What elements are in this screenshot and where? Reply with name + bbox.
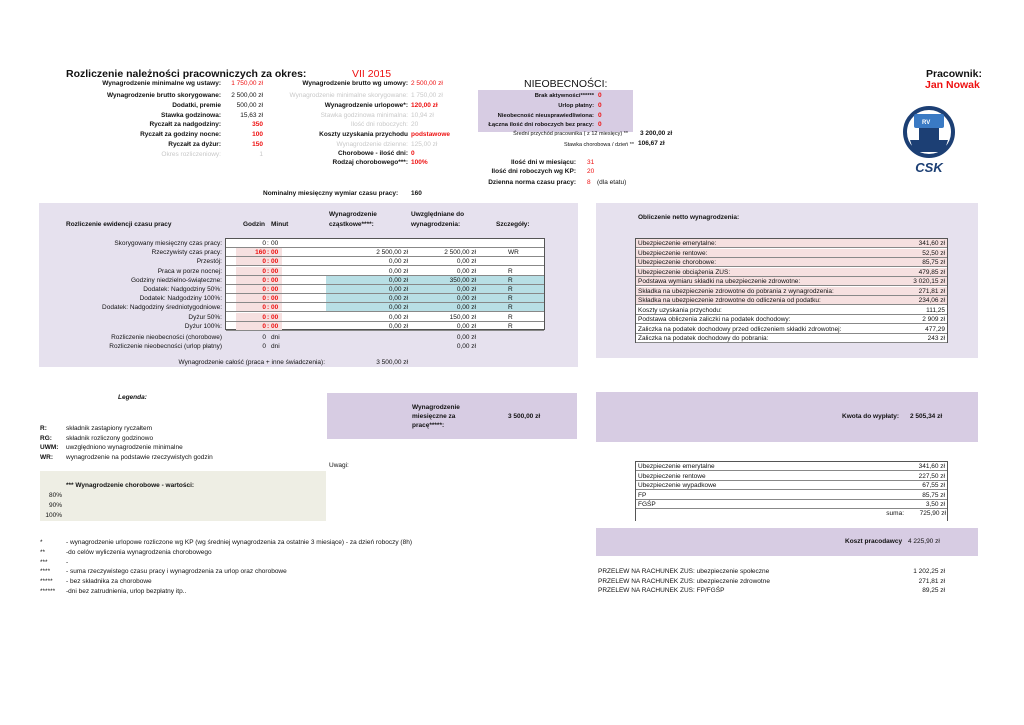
days-value: 31 [587,159,595,166]
period-value: VII 2015 [352,68,392,80]
partial-value: 0,00 zł [388,322,408,330]
minutes-value: 00 [271,295,279,303]
remarks-label: Uwagi: [329,462,349,469]
total-salary-value: 3 500,00 zł [376,359,408,366]
colon-sep: : [267,304,270,312]
minutes-value: 00 [271,240,279,247]
days-label: Ilość dni w miesiącu: [510,159,576,166]
colon-sep: : [267,313,270,321]
row-label: Praca w porze nocnej: [157,267,222,275]
param-value: 2 500,00 zł [411,80,443,87]
days-value: 8 [587,179,591,186]
details-value: R [508,313,513,321]
netto-value: 52,50 zł [922,249,945,257]
param-label: Wynagrodzenie minimalne wg ustawy: [102,80,221,87]
sick-row-label: Rozliczenie nieobecności (chorobowe) [111,334,222,341]
netto-label: Składka na ubezpieczenie zdrowotne do pobrania z wynagrodzenia: [638,287,834,295]
footnote-key: ***** [40,578,53,586]
details-value: R [508,304,513,312]
logo-graphic [900,104,958,180]
insurance-value: 3,50 zł [925,501,945,508]
insurance-label: Ubezpieczenie wypadkowe [638,482,717,489]
legend-title: Legenda: [118,394,147,401]
netto-value: 477,29 [925,325,945,333]
netto-value: 2 909 zł [922,316,945,323]
param-value: 150 [252,141,263,148]
hours-value: 0 [262,267,266,275]
sick-percent: 100% [45,512,62,519]
footnote-text: -do celów wyliczenia wynagrodzenia chorobowego [66,548,212,556]
param-value: 10,94 zł [411,112,434,119]
payout-value: 2 505,34 zł [910,413,943,420]
details-value: WR [508,249,519,257]
legend-key: R: [40,425,47,432]
included-value: 0,00 zł [456,258,476,266]
included-value: 150,00 zł [449,313,476,321]
netto-label: Ubezpieczenie obciążenia ZUS: [638,268,731,276]
param-label: Wynagrodzenie brutto skorygowane: [106,92,221,99]
netto-label: Podstawa wymiaru składki na ubezpieczenie zdrowotne: [638,278,801,285]
included-value: 0,00 zł [456,286,476,293]
included-value: 2 500,00 zł [444,249,476,257]
netto-label: Zaliczka na podatek dochodowy do pobrania: [638,335,769,342]
minutes-value: 00 [271,322,279,330]
company-logo [900,104,958,180]
sick-row-value: 0,00 zł [456,342,476,350]
footnote-text: - [66,558,69,566]
monthly-label-3: pracę*****: [412,422,445,429]
sick-row-count: 0 [262,342,266,350]
colon-sep: : [267,258,270,266]
avg-income-label: Średni przychód pracownika ( z 12 miesięcy) ** [513,131,628,137]
netto-value: 111,25 [926,306,945,314]
partial-value: 0,00 zł [388,295,408,303]
sick-row-label: Rozliczenie nieobecności (urlop płatny) [109,342,222,350]
absence-value: 0 [598,102,602,109]
minutes-col-header: Minut [271,221,289,228]
param-value: 120,00 zł [411,102,438,109]
hours-value: 0 [262,276,266,284]
details-value: R [508,267,513,275]
row-label: Dyżur 50%: [188,313,222,321]
monthly-label-1: Wynagrodzenie [412,404,460,411]
absence-label: Urlop płatny: [558,103,594,109]
absence-label: Nieobecność nieusprawiedliwiona: [497,113,594,119]
hours-value: 0 [262,258,266,266]
included-col-header-1: Uwzględniane do [411,211,465,218]
page-title: Rozliczenie należności pracowniczych za okres: [66,68,307,80]
footnote-key: *** [40,558,48,566]
transfer-value: 271,81 zł [918,577,945,585]
sum-value: 725,90 zł [919,510,946,517]
minutes-value: 00 [271,286,279,293]
included-col-header-2: wynagrodzenia: [411,221,461,228]
row-label: Godziny niedzielno-świąteczne: [130,276,222,284]
sick-rate-value: 106,67 zł [638,140,665,147]
netto-value: 341,60 zł [918,240,945,247]
netto-value: 243 zł [927,335,945,342]
param-value: 1 750,00 zł [411,92,443,99]
param-value: 2 500,00 zł [231,92,263,99]
transfer-label: PRZELEW NA RACHUNEK ZUS: ubezpieczenie społeczne [598,568,770,575]
sick-row-value: 0,00 zł [456,334,476,341]
sick-rate-label: Stawka chorobowa / dzień ** [563,142,634,148]
hours-value: 0 [262,295,266,303]
param-label: Wynagrodzenie brutto wg umowy: [302,80,408,87]
legend-key: RG: [40,434,52,442]
sum-label: suma: [886,510,904,517]
param-label: Ryczałt za dyżur: [168,141,221,148]
minutes-value: 00 [271,249,279,257]
hours-value: 0 [262,322,266,330]
details-value: R [508,322,513,330]
param-label: Stawka godzinowa minimalna: [320,112,408,119]
netto-label: Ubezpieczenie emerytalne: [638,240,717,247]
sick-row-count: 0 [262,334,266,341]
param-label: Rodzaj chorobowego***: [332,159,408,166]
partial-value: 0,00 zł [388,258,408,266]
legend-key: WR: [40,453,53,461]
sick-row-unit: dni [271,334,280,341]
colon-sep: : [267,249,270,257]
param-label: Dodatki, premie [172,102,221,109]
absence-value: 0 [598,121,602,128]
absence-label: Łączna ilość dni roboczych bez pracy: [488,122,594,128]
legend-value: wynagrodzenie na podstawie rzeczywistych godzin [66,453,213,461]
insurance-value: 67,55 zł [922,482,945,489]
absence-label: Brak aktywności****** [534,93,594,99]
netto-label: Ubezpieczenie chorobowe: [638,259,717,266]
included-value: 350,00 zł [449,276,476,284]
netto-label: Podstawa obliczenia zaliczki na podatek dochodowy: [638,316,791,323]
sick-values-title: *** Wynagrodzenie chorobowe - wartości: [66,482,195,489]
netto-label: Składka na ubezpieczenie zdrowotne do odliczenia od podatku: [638,297,821,304]
row-label: Skorygowany miesięczny czas pracy: [114,240,222,247]
minutes-value: 00 [271,276,279,284]
partial-value: 0,00 zł [388,267,408,275]
param-value: 500,00 zł [236,102,263,109]
days-value: 20 [587,168,595,175]
transfer-label: PRZELEW NA RACHUNEK ZUS: ubezpieczenie zdrowotne [598,577,770,585]
work-table-title: Rozliczenie ewidencji czasu pracy [66,221,172,228]
details-value: R [508,286,513,293]
employer-cost-label: Koszt pracodawcy [845,538,903,545]
param-label: Ryczałt za nadgodziny: [149,121,221,128]
payout-label: Kwota do wypłaty: [842,413,900,420]
sick-percent: 90% [48,502,62,509]
insurance-value: 227,50 zł [918,472,945,480]
minutes-value: 00 [271,304,279,312]
insurance-label: Ubezpieczenie emerytalne [638,463,715,470]
included-value: 0,00 zł [456,295,476,303]
sick-percent: 80% [48,492,62,499]
partial-col-header-2: cząstkowe****: [329,221,374,228]
employee-name: Jan Nowak [925,79,980,91]
colon-sep: : [267,322,270,330]
row-label: Rzeczywisty czas pracy: [151,249,222,257]
param-value: 1 [259,151,263,158]
logo-text: CSK [915,160,943,175]
days-label: Dzienna norma czasu pracy: [488,179,576,186]
monthly-salary-value: 3 500,00 zł [508,413,541,420]
details-value: R [508,276,513,284]
employee-label: Pracownik: [926,68,983,80]
param-value: 0 [411,150,415,157]
footnote-key: **** [40,568,51,576]
footnote-text: - suma rzeczywistego czasu pracy i wynagrodzenia za urlop oraz chorobowe [66,568,287,576]
netto-value: 479,85 zł [918,268,945,276]
param-value: 125,00 zł [411,141,438,148]
absence-value: 0 [598,112,602,119]
netto-title: Obliczenie netto wynagrodzenia: [638,214,740,221]
colon-sep: : [267,276,270,284]
transfer-label: PRZELEW NA RACHUNEK ZUS: FP/FGŚP [598,587,725,594]
param-label: Chorobowe - ilość dni: [337,150,408,157]
param-label: Okres rozliczeniowy: [161,151,221,158]
minutes-value: 00 [271,258,279,266]
param-value: 100% [411,159,428,166]
footnote-key: ****** [40,588,56,595]
colon-sep: : [267,295,270,303]
partial-value: 0,00 zł [388,276,408,284]
partial-value: 0,00 zł [388,313,408,321]
partial-value: 0,00 zł [388,286,408,293]
netto-value: 3 020,15 zł [913,278,945,285]
insurance-label: FP [638,491,647,499]
colon-sep: : [267,286,270,293]
legend-value: składnik rozliczony godzinowo [66,434,154,442]
param-value: 100 [252,131,263,138]
hours-value: 0 [262,313,266,321]
netto-value: 234,06 zł [918,297,945,304]
logo-small-text: RV [922,120,931,126]
colon-sep: : [267,240,269,247]
insurance-value: 341,60 zł [918,463,945,470]
transfer-value: 1 202,25 zł [913,568,945,575]
minutes-value: 00 [271,267,279,275]
netto-value: 85,75 zł [922,259,945,266]
param-label: Wynagrodzenie minimalne skorygowane: [289,92,408,99]
footnote-text: - bez składnika za chorobowe [66,578,152,586]
transfer-value: 89,25 zł [922,587,945,594]
row-label: Dodatek: Nadgodziny 50%: [143,286,222,293]
row-label: Przestój: [196,258,222,266]
days-label: Ilość dni roboczych wg KP: [491,168,576,175]
insurance-label: Ubezpieczenie rentowe [638,472,706,480]
param-label: Ilość dni roboczych: [350,121,408,128]
colon-sep: : [267,267,270,275]
row-label: Dyżur 100%: [184,322,222,330]
footnote-key: * [40,539,43,546]
param-value: 350 [252,121,263,128]
param-label: Koszty uzyskania przychodu [319,131,408,138]
footnote-text: -dni bez zatrudnienia, urlop bezpłatny itp.. [66,588,187,595]
legend-value: składnik zastąpiony ryczałtem [66,425,152,432]
param-label: Wynagrodzenie dzienne: [336,141,408,148]
absences-heading: NIEOBECNOŚCI: [524,78,608,90]
netto-label: Ubezpieczenie rentowe: [638,249,708,257]
hours-value: 0 [262,304,266,312]
param-value: 15,63 zł [240,112,263,119]
footnote-key: ** [40,548,46,556]
days-extra: (dla etatu) [597,179,627,186]
nominal-label: Nominalny miesięczny wymiar czasu pracy: [263,190,399,197]
netto-label: Koszty uzyskania przychodu: [638,306,722,314]
legend-key: UWM: [40,444,59,451]
details-col-header: Szczegóły: [496,221,530,228]
legend-value: uwzględniono wynagrodzenie minimalne [66,444,183,451]
partial-value: 2 500,00 zł [376,249,408,257]
included-value: 0,00 zł [456,267,476,275]
param-value: 20 [411,121,419,128]
param-label: Ryczałt za godziny nocne: [140,131,221,138]
insurance-label: FGŚP [638,501,656,508]
sick-values-panel [40,471,326,521]
avg-income-value: 3 200,00 zł [640,130,673,137]
partial-col-header-1: Wynagrodzenie [329,211,377,218]
total-salary-label: Wynagrodzenie całość (praca + inne świadczenia): [178,359,325,366]
row-label: Dodatek: Nadgodziny 100%: [139,295,222,303]
param-value: 1 750,00 zł [231,80,263,87]
minutes-value: 00 [271,313,279,321]
hours-value: 0 [262,240,266,247]
sick-row-unit: dni [271,342,280,350]
insurance-value: 85,75 zł [922,491,945,499]
netto-label: Zaliczka na podatek dochodowy przed odliczeniem składki zdrowotnej: [638,325,842,333]
netto-value: 271,81 zł [918,287,945,295]
param-value: podstawowe [411,131,451,138]
param-label: Stawka godzinowa: [161,112,221,119]
nominal-value: 160 [411,190,422,197]
included-value: 0,00 zł [456,322,476,330]
param-label: Wynagrodzenie urlopowe*: [324,102,408,109]
hours-value: 160 [255,249,266,257]
partial-value: 0,00 zł [388,304,408,312]
details-value: R [508,295,513,303]
monthly-label-2: miesięczne za [412,413,456,420]
absence-value: 0 [598,92,602,99]
employer-cost-value: 4 225,90 zł [908,538,940,545]
footnote-text: - wynagrodzenie urlopowe rozliczone wg KP (wg średniej wynagrodzenia za ostatnie 3 miesiące) - za dzień roboczy (8h) [66,539,412,546]
hours-value: 0 [262,286,266,293]
row-label: Dodatek: Nadgodziny średniotygodniowe: [102,304,222,312]
hours-col-header: Godzin [243,221,266,228]
included-value: 0,00 zł [456,304,476,312]
